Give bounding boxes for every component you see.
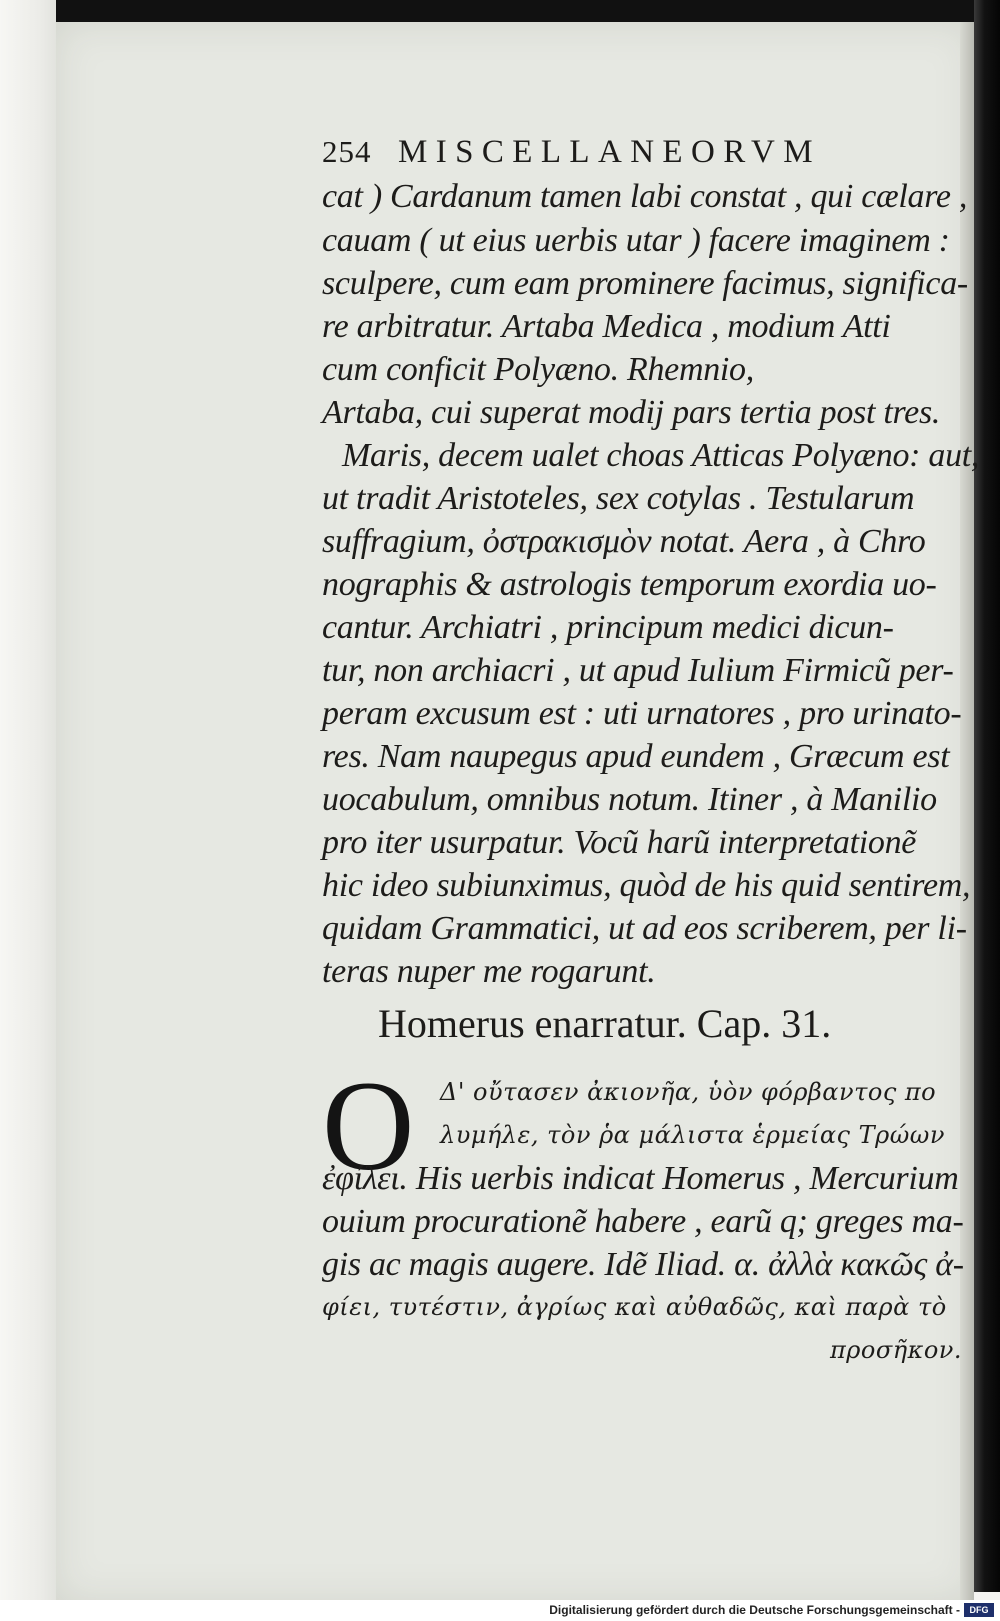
body-line: cum conficit Polyæno. Rhemnio, <box>322 351 754 388</box>
chapter-line: φίει, τυτέστιν, ἀγρίως καὶ αὐθαδῶς, καὶ παρὰ τὸ <box>322 1293 947 1321</box>
body-line: uocabulum, omnibus notum. Itiner , à Manilio <box>322 781 937 818</box>
body-line: pro iter usurpatur. Vocũ harũ interpretationẽ <box>322 824 917 861</box>
footer-bar <box>0 1600 1000 1621</box>
body-line: nographis & astrologis temporum exordia uo- <box>322 566 937 603</box>
body-line: cauam ( ut eius uerbis utar ) facere imaginem : <box>322 222 950 259</box>
scan-margin-left <box>0 0 56 1600</box>
body-line: cat ) Cardanum tamen labi constat , qui cælare , <box>322 178 968 215</box>
drop-cap: O <box>322 1055 415 1197</box>
body-line: hic ideo subiunximus, quòd de his quid sentirem, <box>322 867 971 904</box>
body-line: cantur. Archiatri , principum medici dicun- <box>322 609 894 646</box>
chapter-line: ἐφίλει. His uerbis indicat Homerus , Mercurium <box>322 1160 959 1197</box>
body-line: teras nuper me rogarunt. <box>322 953 656 990</box>
chapter-heading: Homerus enarratur. Cap. 31. <box>378 1001 832 1046</box>
chapter-line: ouium procurationẽ habere , earũ q; greges ma- <box>322 1203 964 1240</box>
chapter-line: Δ' οὔτασεν ἀκιονῆα, ὑὸν φόρβαντος πο <box>440 1078 937 1106</box>
chapter-line: gis ac magis augere. Idẽ Iliad. α. ἀλλὰ κακῶς ἀ- <box>322 1246 964 1283</box>
body-line: quidam Grammatici, ut ad eos scriberem, per li- <box>322 910 967 947</box>
scan-border-right <box>974 0 1000 1592</box>
body-line: res. Nam naupegus apud eundem , Græcum est <box>322 738 950 775</box>
dfg-logo: DFG <box>964 1603 994 1617</box>
page-number: 254 <box>322 134 372 169</box>
body-line: tur, non archiacri , ut apud Iulium Firmicũ per- <box>322 652 954 689</box>
page-header <box>322 134 912 178</box>
chapter-line: προσῆκον. <box>830 1336 962 1364</box>
body-line: re arbitratur. Artaba Medica , modium Atti <box>322 308 891 345</box>
running-head: MISCELLANEORVM <box>398 134 821 170</box>
body-line: sculpere, cum eam prominere facimus, significa- <box>322 265 968 302</box>
body-line: Artaba, cui superat modij pars tertia post tres. <box>322 394 941 431</box>
body-line: ut tradit Aristoteles, sex cotylas . Testularum <box>322 480 915 517</box>
body-line: peram excusum est : uti urnatores , pro urinato- <box>322 695 962 732</box>
page-edge <box>960 22 974 1602</box>
funding-credit: Digitalisierung gefördert durch die Deutsche Forschungsgemeinschaft - <box>549 1603 960 1617</box>
body-line: Maris, decem ualet choas Atticas Polyæno: aut, <box>342 437 980 474</box>
chapter-line: λυμήλε, τὸν ῥα μάλιστα ἑρμείας Τρώων <box>440 1121 945 1149</box>
body-line: suffragium, ὀστρακισμὸν notat. Aera , à Chro <box>322 523 926 560</box>
